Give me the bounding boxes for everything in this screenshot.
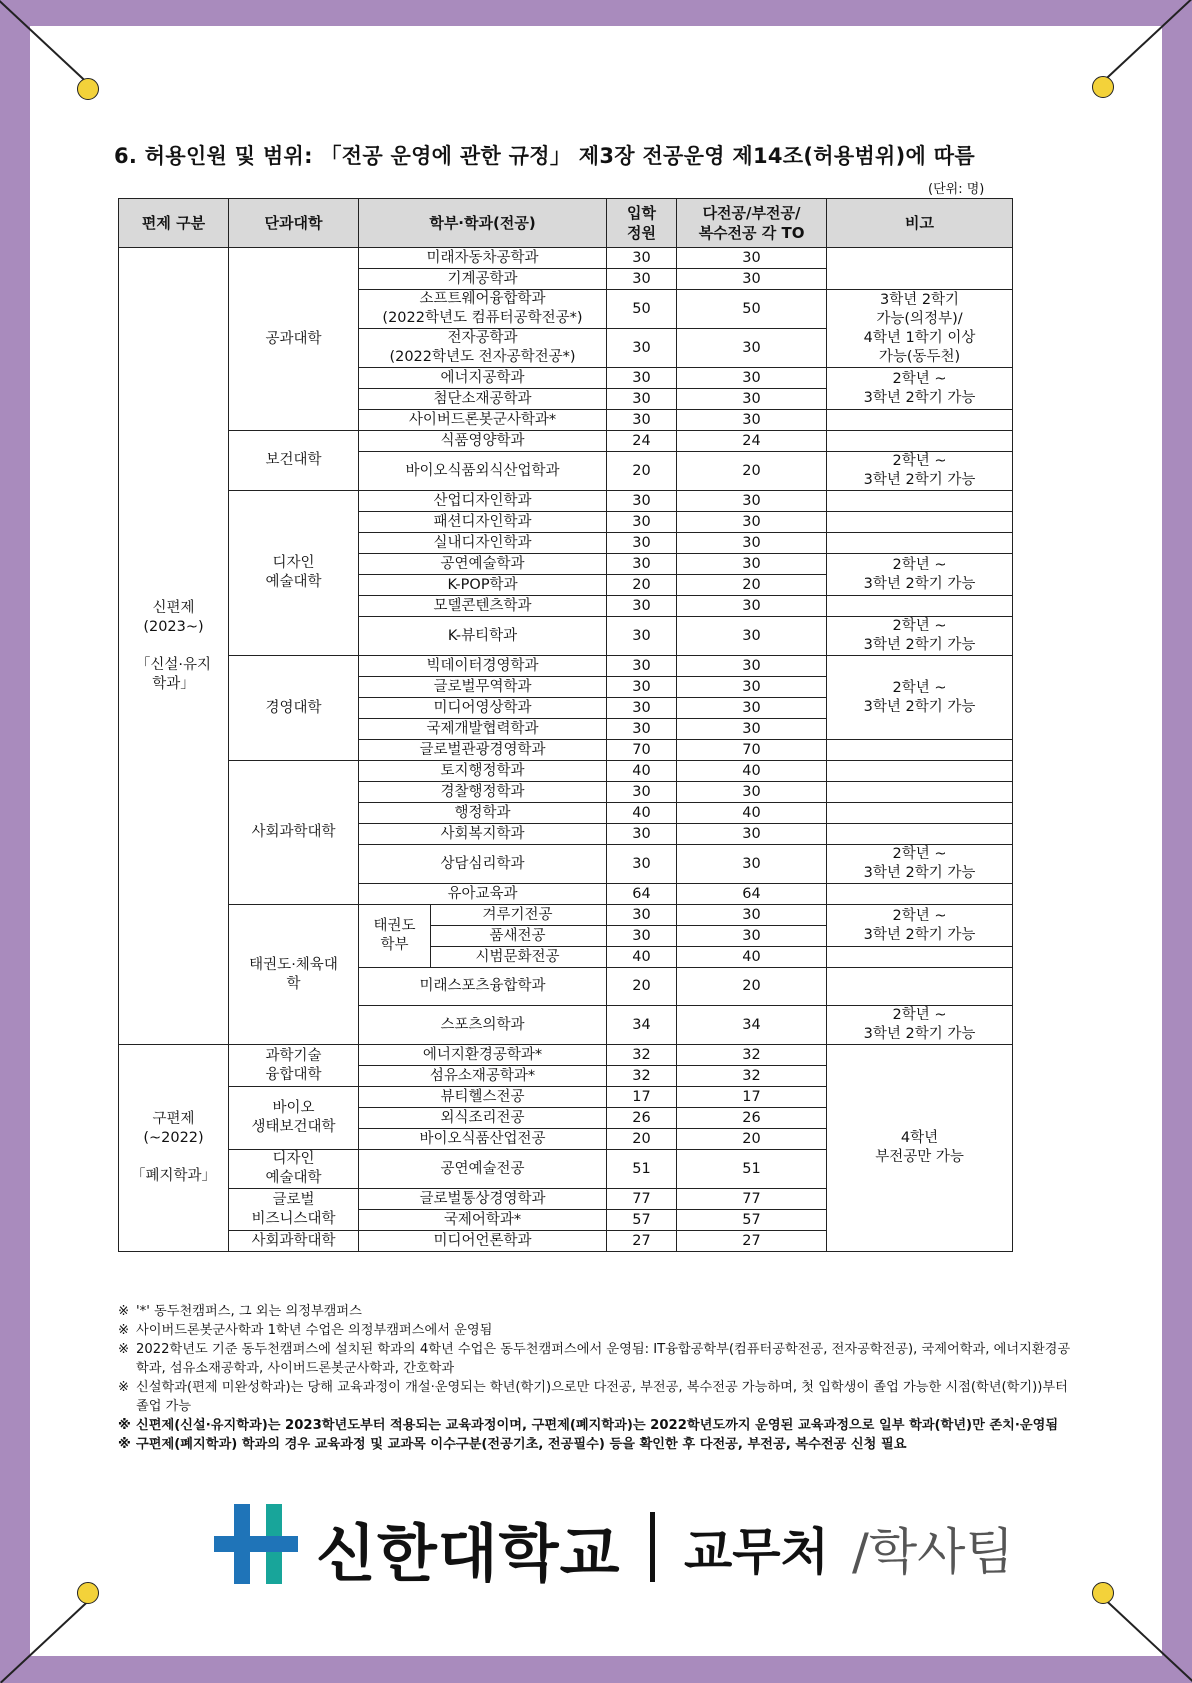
remark-cell [827,761,1013,782]
college-cell: 디자인 예술대학 [229,491,359,656]
department-cell: 외식조리전공 [359,1108,607,1129]
to-cell: 30 [677,782,827,803]
note-mark: ※ [118,1323,130,1338]
quota-cell: 32 [607,1066,677,1087]
to-cell: 30 [677,905,827,926]
department-cell: 미래자동차공학과 [359,248,607,269]
quota-cell: 77 [607,1189,677,1210]
table-header-row [119,199,1013,248]
university-logo [214,1500,1014,1590]
quota-cell: 64 [607,884,677,905]
quota-cell: 20 [607,575,677,596]
to-cell: 50 [677,290,827,329]
note-mark: ※ [118,1418,131,1433]
table-row [119,431,1013,452]
college-cell: 과학기술 융합대학 [229,1045,359,1087]
remark-cell [827,533,1013,554]
note-item [118,1302,1080,1321]
remark-cell [827,491,1013,512]
department-cell: 실내디자인학과 [359,533,607,554]
to-cell: 51 [677,1150,827,1189]
logo-team-name: /학사팀 [852,1523,1014,1581]
department-cell: 미디어언론학과 [359,1231,607,1252]
to-cell: 30 [677,677,827,698]
quota-cell: 30 [607,677,677,698]
to-cell: 30 [677,512,827,533]
college-cell: 사회과학대학 [229,1231,359,1252]
to-cell: 17 [677,1087,827,1108]
quota-cell: 30 [607,410,677,431]
quota-cell: 26 [607,1108,677,1129]
remark-cell [827,740,1013,761]
quota-cell: 30 [607,596,677,617]
to-cell: 77 [677,1189,827,1210]
to-cell: 30 [677,554,827,575]
remark-cell [827,431,1013,452]
remark-cell: 2학년 ~ 3학년 2학기 가능 [827,368,1013,410]
department-cell: 토지행정학과 [359,761,607,782]
remark-cell [827,782,1013,803]
remark-cell: 2학년 ~ 3학년 2학기 가능 [827,1006,1013,1045]
unit-label: (단위: 명) [928,182,985,197]
department-cell: 겨루기전공 [431,905,607,926]
remark-cell: 2학년 ~ 3학년 2학기 가능 [827,617,1013,656]
quota-cell: 30 [607,512,677,533]
quota-table [118,198,1013,1252]
to-cell: 30 [677,845,827,884]
to-cell: 30 [677,533,827,554]
quota-cell: 30 [607,491,677,512]
quota-cell: 30 [607,368,677,389]
department-cell: K-POP학과 [359,575,607,596]
quota-cell: 32 [607,1045,677,1066]
to-cell: 32 [677,1066,827,1087]
quota-cell: 30 [607,905,677,926]
quota-cell: 40 [607,947,677,968]
to-cell: 40 [677,761,827,782]
remark-cell [827,884,1013,905]
department-cell: 국제개발협력학과 [359,719,607,740]
note-item [118,1378,1080,1416]
table-row [119,1045,1013,1066]
department-cell: 패션디자인학과 [359,512,607,533]
department-cell: 글로벌관광경영학과 [359,740,607,761]
department-cell: 상담심리학과 [359,845,607,884]
remark-cell [827,596,1013,617]
to-cell: 26 [677,1108,827,1129]
college-cell: 공과대학 [229,248,359,431]
department-cell: 기계공학과 [359,269,607,290]
to-cell: 30 [677,719,827,740]
college-cell: 태권도·체육대 학 [229,905,359,1045]
department-cell: 바이오식품산업전공 [359,1129,607,1150]
to-cell: 20 [677,452,827,491]
to-cell: 40 [677,803,827,824]
to-cell: 40 [677,947,827,968]
department-cell: 사이버드론봇군사학과* [359,410,607,431]
note-mark: ※ [118,1342,130,1357]
quota-cell: 30 [607,824,677,845]
table-row [119,491,1013,512]
pushpin-icon [77,1582,99,1604]
remark-cell: 2학년 ~ 3학년 2학기 가능 [827,452,1013,491]
remark-cell [827,968,1013,1006]
quota-cell: 30 [607,533,677,554]
quota-cell: 70 [607,740,677,761]
quota-cell: 30 [607,248,677,269]
department-cell: 산업디자인학과 [359,491,607,512]
remark-cell [827,947,1013,968]
to-cell: 30 [677,926,827,947]
remark-cell [827,824,1013,845]
logo-office-name: 교무처 [684,1523,829,1581]
section-cell: 구편제 (~2022) 「폐지학과」 [119,1045,229,1252]
to-cell: 30 [677,491,827,512]
quota-cell: 30 [607,782,677,803]
to-cell: 30 [677,617,827,656]
to-cell: 34 [677,1006,827,1045]
to-cell: 64 [677,884,827,905]
remark-cell [827,512,1013,533]
department-cell: 전자공학과 (2022학년도 전자공학전공*) [359,329,607,368]
department-cell: 스포츠의학과 [359,1006,607,1045]
header-cell: 편제 구분 [119,199,229,248]
quota-cell: 30 [607,845,677,884]
department-cell: 뷰티헬스전공 [359,1087,607,1108]
quota-cell: 27 [607,1231,677,1252]
department-cell: 미래스포츠융합학과 [359,968,607,1006]
to-cell: 30 [677,698,827,719]
department-cell: 바이오식품외식산업학과 [359,452,607,491]
header-cell: 다전공/부전공/ 복수전공 각 TO [677,199,827,248]
remark-cell: 2학년 ~ 3학년 2학기 가능 [827,845,1013,884]
to-cell: 70 [677,740,827,761]
remark-cell [827,248,1013,290]
to-cell: 30 [677,410,827,431]
department-cell: 사회복지학과 [359,824,607,845]
to-cell: 20 [677,575,827,596]
remark-cell [827,410,1013,431]
shinhan-emblem-icon [214,1502,298,1586]
department-cell: 유아교육과 [359,884,607,905]
notes [118,1302,1080,1454]
to-cell: 27 [677,1231,827,1252]
quota-cell: 20 [607,1129,677,1150]
quota-cell: 20 [607,968,677,1006]
department-cell: 품새전공 [431,926,607,947]
to-cell: 30 [677,248,827,269]
remark-cell [827,803,1013,824]
note-text: 2022학년도 기준 동두천캠퍼스에 설치된 학과의 4학년 수업은 동두천캠퍼스에서 운영됨: IT융합공학부(컴퓨터공학전공, 전자공학전공), 국제어학과, 에너지환경공학과, 섬유소재공학과, 사이버드론봇군사학과, 간호학과 [136,1342,1071,1376]
to-cell: 30 [677,656,827,677]
quota-cell: 30 [607,656,677,677]
header-cell: 비고 [827,199,1013,248]
remark-cell: 2학년 ~ 3학년 2학기 가능 [827,554,1013,596]
quota-cell: 30 [607,926,677,947]
logo-divider [650,1512,655,1582]
to-cell: 20 [677,968,827,1006]
to-cell: 20 [677,1129,827,1150]
note-item [118,1321,1080,1340]
department-cell: 식품영양학과 [359,431,607,452]
quota-cell: 51 [607,1150,677,1189]
note-text: 사이버드론봇군사학과 1학년 수업은 의정부캠퍼스에서 운영됨 [136,1323,493,1338]
quota-cell: 40 [607,803,677,824]
quota-cell: 30 [607,617,677,656]
pushpin-icon [1092,1582,1114,1604]
department-cell: 빅데이터경영학과 [359,656,607,677]
note-item [118,1340,1080,1378]
to-cell: 30 [677,329,827,368]
department-cell: 미디어영상학과 [359,698,607,719]
header-cell: 단과대학 [229,199,359,248]
quota-cell: 17 [607,1087,677,1108]
department-cell: 에너지환경공학과* [359,1045,607,1066]
section-heading: 6. 허용인원 및 범위: 「전공 운영에 관한 규정」 제3장 전공운영 제14조(허용범위)에 따름 [114,144,975,168]
quota-cell: 30 [607,554,677,575]
quota-cell: 50 [607,290,677,329]
pushpin-icon [77,78,99,100]
note-mark: ※ [118,1437,131,1452]
to-cell: 30 [677,596,827,617]
department-cell: 섬유소재공학과* [359,1066,607,1087]
quota-cell: 40 [607,761,677,782]
division-cell: 태권도 학부 [359,905,431,968]
to-cell: 32 [677,1045,827,1066]
note-text: 신편제(신설·유지학과)는 2023학년도부터 적용되는 교육과정이며, 구편제(폐지학과)는 2022학년도까지 운영된 교육과정으로 일부 학과(학년)만 존치·운영됨 [136,1418,1059,1433]
remark-cell: 2학년 ~ 3학년 2학기 가능 [827,656,1013,740]
note-item [118,1435,1080,1454]
section-cell: 신편제 (2023~) 「신설·유지 학과」 [119,248,229,1045]
remark-cell: 2학년 ~ 3학년 2학기 가능 [827,905,1013,947]
college-cell: 경영대학 [229,656,359,761]
header-cell: 학부·학과(전공) [359,199,607,248]
quota-cell: 20 [607,452,677,491]
table-row [119,761,1013,782]
note-text: '*' 동두천캠퍼스, 그 외는 의정부캠퍼스 [136,1304,362,1319]
department-cell: 국제어학과* [359,1210,607,1231]
college-cell: 보건대학 [229,431,359,491]
college-cell: 디자인 예술대학 [229,1150,359,1189]
department-cell: 경찰행정학과 [359,782,607,803]
quota-cell: 30 [607,269,677,290]
department-cell: 시범문화전공 [431,947,607,968]
to-cell: 24 [677,431,827,452]
table-row [119,656,1013,677]
quota-cell: 34 [607,1006,677,1045]
department-cell: 행정학과 [359,803,607,824]
to-cell: 30 [677,368,827,389]
quota-cell: 30 [607,698,677,719]
quota-cell: 30 [607,389,677,410]
note-mark: ※ [118,1304,130,1319]
department-cell: 소프트웨어융합학과 (2022학년도 컴퓨터공학전공*) [359,290,607,329]
department-cell: 에너지공학과 [359,368,607,389]
header-cell: 입학 정원 [607,199,677,248]
to-cell: 30 [677,269,827,290]
department-cell: 공연예술전공 [359,1150,607,1189]
note-item [118,1416,1080,1435]
quota-cell: 30 [607,719,677,740]
logo-university-name: 신한대학교 [316,1517,621,1590]
college-cell: 글로벌 비즈니스대학 [229,1189,359,1231]
remark-cell: 4학년 부전공만 가능 [827,1045,1013,1252]
quota-cell: 24 [607,431,677,452]
note-text: 신설학과(편제 미완성학과)는 당해 교육과정이 개설·운영되는 학년(학기)으로만 다전공, 부전공, 복수전공 가능하며, 첫 입학생이 졸업 가능한 시점(학년(학기))부터 졸업 가능 [136,1380,1068,1414]
table-row [119,248,1013,269]
table-row [119,905,1013,926]
department-cell: K-뷰티학과 [359,617,607,656]
department-cell: 첨단소재공학과 [359,389,607,410]
department-cell: 글로벌무역학과 [359,677,607,698]
to-cell: 30 [677,824,827,845]
to-cell: 57 [677,1210,827,1231]
quota-cell: 30 [607,329,677,368]
to-cell: 30 [677,389,827,410]
department-cell: 글로벌통상경영학과 [359,1189,607,1210]
note-mark: ※ [118,1380,130,1395]
department-cell: 공연예술학과 [359,554,607,575]
note-text: 구편제(폐지학과) 학과의 경우 교육과정 및 교과목 이수구분(전공기초, 전공필수) 등을 확인한 후 다전공, 부전공, 복수전공 신청 필요 [136,1437,907,1452]
college-cell: 사회과학대학 [229,761,359,905]
remark-cell: 3학년 2학기 가능(의정부)/ 4학년 1학기 이상 가능(동두천) [827,290,1013,368]
college-cell: 바이오 생태보건대학 [229,1087,359,1150]
quota-cell: 57 [607,1210,677,1231]
pushpin-icon [1092,76,1114,98]
department-cell: 모델콘텐츠학과 [359,596,607,617]
